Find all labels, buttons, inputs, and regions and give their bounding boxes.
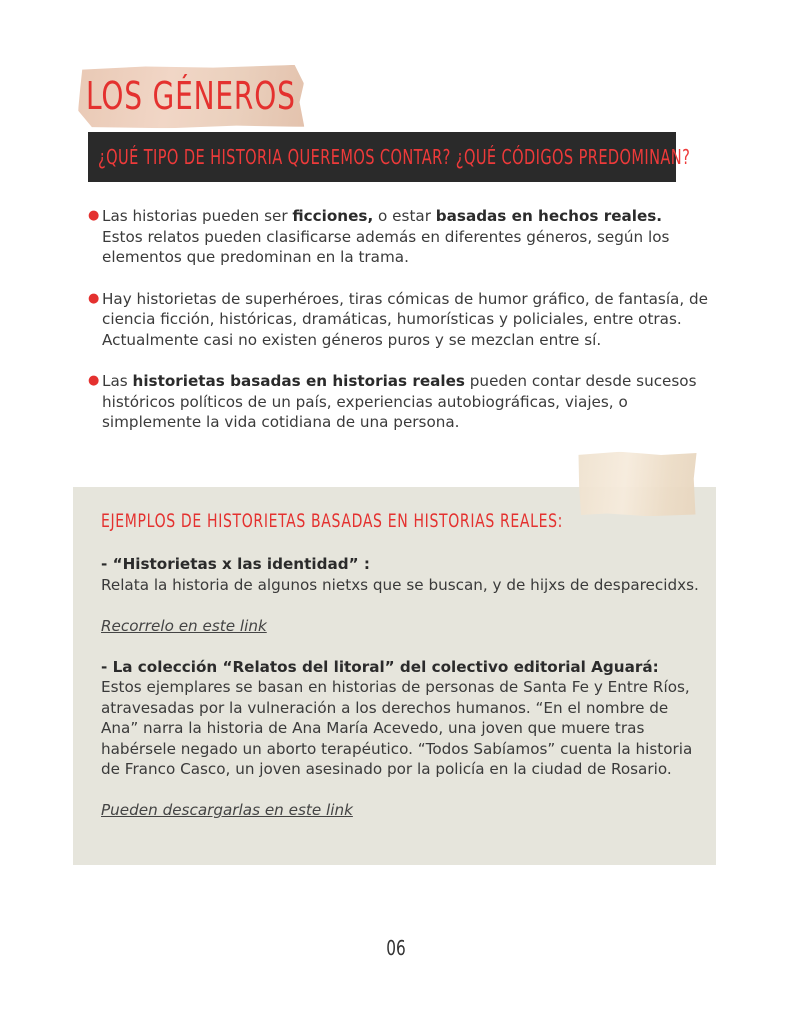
bullet-icon: ● xyxy=(88,373,100,388)
page-number: 06 xyxy=(386,936,406,960)
list-item: ● Hay historietas de superhéroes, tiras cómicas de humor gráfico, de fantasía, de ciencia ficción, históricas, dramáticas, humorísticas y policiales, entre otras. Actualmente casi no existen géneros puros y se mezclan entre sí. xyxy=(88,289,708,349)
examples-title: EJEMPLOS DE HISTORIETAS BASADAS EN HISTORIAS REALES: xyxy=(101,510,564,532)
subtitle-text: ¿QUÉ TIPO DE HISTORIA QUEREMOS CONTAR? ¿QUÉ CÓDIGOS PREDOMINAN? xyxy=(98,145,691,169)
bullet-icon: ● xyxy=(88,290,100,306)
example-heading: - “Historietas x las identidad” : xyxy=(101,555,370,573)
bullet-list xyxy=(88,206,722,454)
example-text: Relata la historia de algunos nietxs que se buscan, y de hijxs de desparecidxs. xyxy=(101,575,699,594)
examples-content xyxy=(101,554,701,821)
list-item: ● Las historietas basadas en historias reales pueden contar desde sucesos históricos políticos de un país, experiencias autobiográficas, viajes, o simplemente la vida cotidiana de una persona. xyxy=(88,372,697,431)
example-link[interactable]: Recorrelo en este link xyxy=(101,616,267,635)
example-text: Estos ejemplares se basan en historias de personas de Santa Fe y Entre Ríos, atravesadas por la vulneración a los derechos humanos. “En el nombre de Ana” narra la historia de Ana María Acevedo, una joven que muere tras habérsele negado un aborto terapéutico. “Todos Sabíamos” cuenta la historia de Franco Casco, un joven asesinado por la policía en la ciudad de Rosario. xyxy=(101,678,693,778)
bullet-icon: ● xyxy=(88,208,100,223)
list-item: ● Las historias pueden ser ficciones, o estar basadas en hechos reales. Estos relatos pueden clasificarse además en diferentes géneros, según los elementos que predominan en la trama. xyxy=(88,207,670,266)
example-heading: - La colección “Relatos del litoral” del colectivo editorial Aguará: xyxy=(101,657,659,676)
page-title: LOS GÉNEROS xyxy=(86,74,296,118)
tape-decoration xyxy=(577,451,696,517)
example-link[interactable]: Pueden descargarlas en este link xyxy=(101,801,353,819)
